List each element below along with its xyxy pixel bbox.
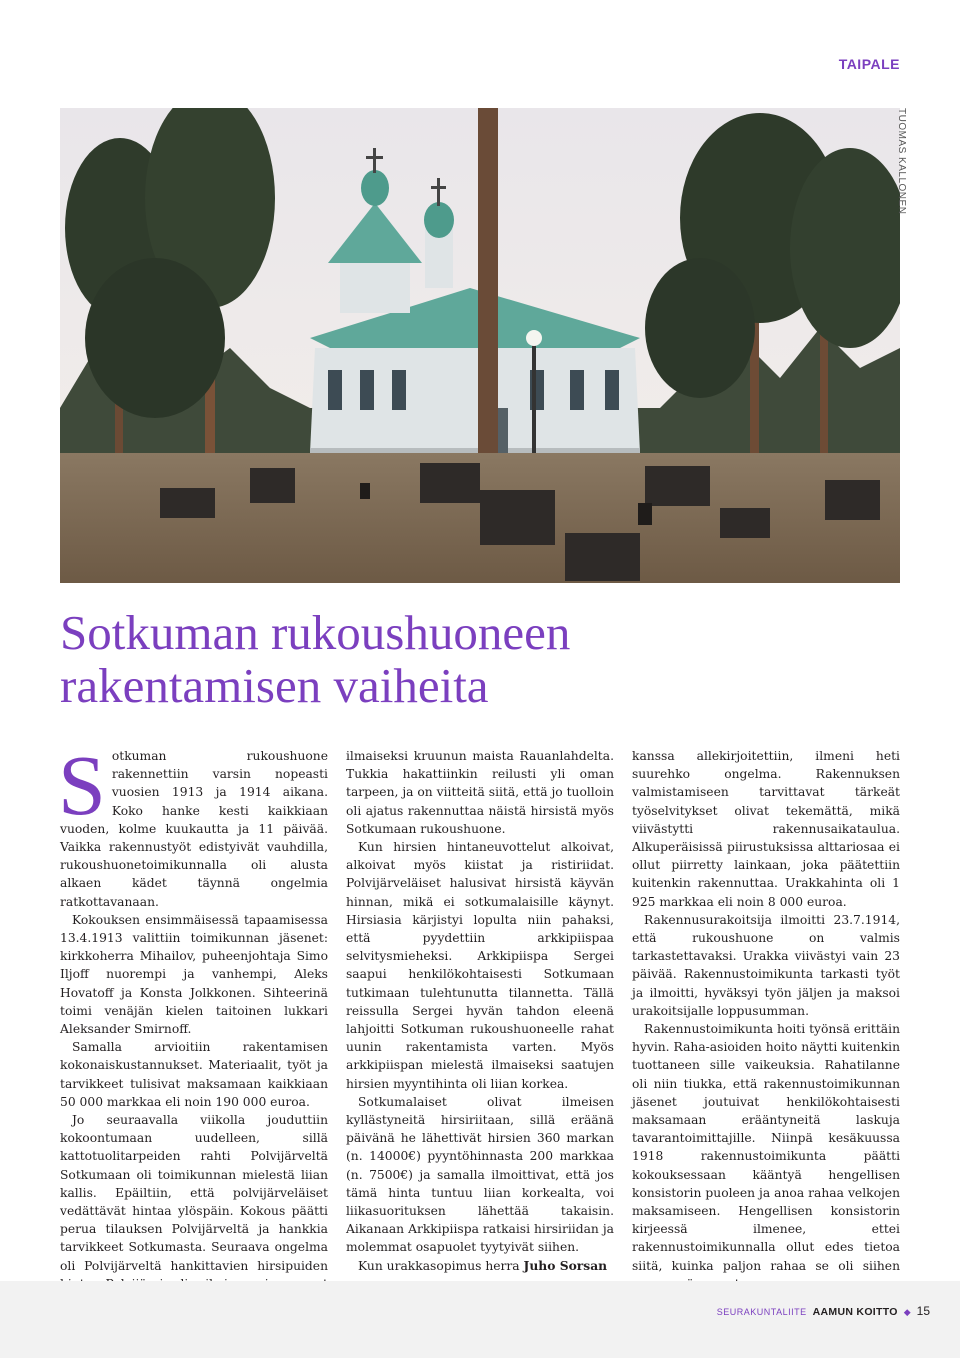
photo-credit: TUOMAS KALLONEN (896, 108, 907, 215)
paragraph: Sotkumalaiset olivat ilmeisen kyllästyneitä hirsiriitaan, sillä eräänä päivänä he lähettivät hirsien 360 markan (n. 14000€) pyyntöhinnasta 200 markkaa (n. 7500€) ja samalla ilmoittivat, että jos tämä hinta tuntuu liian korkealta, voi liikasuorituksen lähettää takaisin. Aikanaan Arkkipiispa ratkaisi hirsiriidan ja molemmat osapuolet tyytyivät siihen. (346, 1094, 614, 1255)
title-line-1: Sotkuman rukoushuoneen (60, 605, 571, 660)
article-column-1 (58, 737, 328, 1330)
drop-cap: S (58, 737, 106, 833)
supplement-label: SEURAKUNTALIITE (716, 1307, 807, 1317)
paragraph: Kun urakkasopimus herra Juho Sorsan (358, 1257, 608, 1273)
article-title (60, 606, 900, 712)
paragraph: ilmaiseksi kruunun maista Rauanlahdelta. Tukkia hakattiinkin reilusti yli oman tarpeen, ja on viitteitä siitä, että jo tuolloin oli ajatus rakennuttaa näistä hirsistä myös Sotkumaan rukoushuone. (346, 749, 614, 836)
paragraph: Sotkuman rukoushuone rakennettiin varsin nopeasti vuosien 1913 ja 1914 aikana. Koko hanke kesti kaikkiaan vuoden, kolme kuukautta ja 11 päivää. Vaikka rakennustyöt edistyivät vauhdilla, rukoushuonetoimikunnalla oli alusta alkaen kädet täynnä ongelmia ratkottavanaan. (58, 737, 328, 909)
footer-band (0, 1281, 960, 1358)
paragraph: Samalla arvioitiin rakentamisen kokonaiskustannukset. Materiaalit, työt ja tarvikkeet tulisivat maksamaan kaikkiaan 50 000 markkaa eli noin 190 000 euroa. (60, 1040, 328, 1109)
title-line-2: rakentamisen vaiheita (60, 658, 489, 713)
paragraph: Kokouksen ensimmäisessä tapaamisessa 13.4.1913 valittiin toimikunnan jäsenet: kirkkoherra Mihailov, puheenjohtaja Simo Iljoff nuorempi ja vanhempi, Aleks Hovatoff ja Konsta Jolkkonen. Sihteerinä toimi venäjän kielen taitoinen lukkari Aleksander Smirnoff. (60, 912, 328, 1037)
paragraph: Rakennustoimikunta hoiti työnsä erittäin hyvin. Raha-asioiden hoito näytti kuitenkin tuottaneen sille vaikeuksia. Rahatilanne oli niin tiukka, että rakennustoimikunnan jäsenet joutuivat henkilökohtaisesti maksamaan erääntyneitä laskuja tavarantoimittajille. Niinpä kesäkuussa 1918 rakennustoimikunta päätti kokouksessaan kääntyä hengellisen konsistorin puoleen ja anoa rahaa velkojen maksamiseen. Hengellisen konsistorin kirjeessä ilmenee, ettei rakennustoimikunnalla ollut edes tietoa siitä, kuinka paljon rahaa se oli siihen (632, 1022, 900, 1273)
church-photo (60, 108, 900, 583)
section-label: TAIPALE (838, 56, 900, 72)
page-number: 15 (916, 1304, 930, 1318)
paragraph: kanssa allekirjoitettiin, ilmeni heti suurehko ongelma. Rakennuksen valmistamiseen tarvittavat tärkeät työselvitykset olivat tekemättä, mikä viivästytti rakennusaikataulua. Alkuperäisissä piirustuksissa alttariosaa ei ollut piirretty lainkaan, joka päätettiin kuitenkin rakennuttaa. Urakkahinta oli 1 925 markkaa eli noin 8 000 euroa. (632, 749, 900, 909)
page-footer (717, 1304, 930, 1318)
paragraph: Jo seuraavalla viikolla jouduttiin kokoontumaan uudelleen, sillä kattotuolitarpeiden rahti Polvijärveltä Sotkumaan oli toimikunnan mielestä liian kallis. Epäiltiin, että polvijärveläiset vedättävät hintaa ylöspäin. Kokous päätti perua tilauksen Polvijärveltä ja hankkia tarvikkeet Sotkumasta. Seuraava ongelma oli Polvijärveltä hankittavien hirsipuiden (60, 1113, 328, 1273)
article-column-3 (632, 747, 900, 1330)
publication-logo: AAMUN KOITTO (812, 1306, 898, 1318)
diamond-icon: ◆ (903, 1307, 911, 1317)
paragraph: Rakennusurakoitsija ilmoitti 23.7.1914, että rukoushuone on valmis tarkastettavaksi. Urakka viivästyi vain 23 päivää. Rakennustoimikunta tarkasti työt ja ilmoitti, hyväksyi työn jäljen ja maksoi urakoitsijalle loppusumman. (632, 912, 900, 1018)
paragraph: Kun hirsien hintaneuvottelut alkoivat, alkoivat myös kiistat ja ristiriidat. Polvijärveläiset halusivat hirsistä käyvän hinnan, mikä ei sotkumalaisille käynyt. Hirsiasia kärjistyi lopulta niin pahaksi, että pyydettiin arkkipiispaa selvitysmieheksi. Arkkipiispa Sergei saapui henkilökohtaisesti Sotkumaan tutkimaan tulehtunutta tilannetta. Tällä reissulla Sergei hyvän tahdon eleenä lahjoitti Sotkuman rukoushuoneelle rahat uunin rakentamista varten. Myös arkkipiispan mielestä ilmaiseksi saatujen hirsien myyntihinta oli liian korkea. (346, 840, 614, 1091)
article-column-2 (346, 747, 614, 1275)
person-name: Juho Sorsan (523, 1257, 608, 1273)
